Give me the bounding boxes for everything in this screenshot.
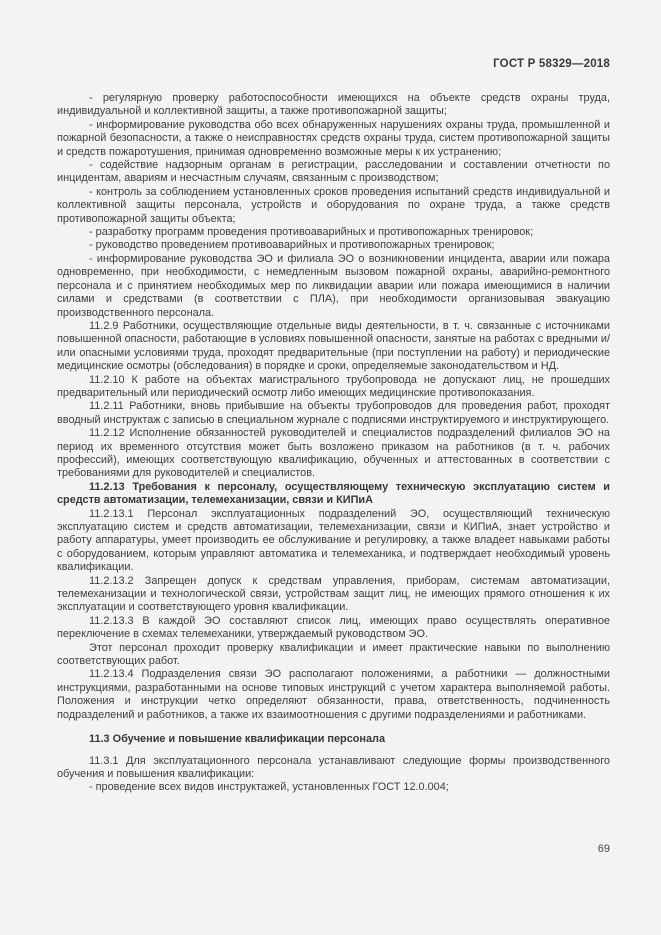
paragraph: 11.3.1 Для эксплуатационного персонала устанавливают следующие формы производственного обучения и повышения квалификации:	[57, 754, 610, 780]
paragraph: - проведение всех видов инструктажей, установленных ГОСТ 12.0.004;	[89, 781, 449, 794]
paragraph: 11.2.13.1 Персонал эксплуатационных подразделений ЭО, осуществляющий техническую эксплуатацию систем и средств автоматизации, телемеханизации, связи и КИПиА, знает устройство и работу аппаратуры, умеет производить ее обслуживание и регулировку, а также владеет навыками работы с оборудованием, которым управляют автоматика и телемеханика, и подтверждает необходимый уровень квалификации.	[57, 507, 610, 574]
paragraph: 11.2.12 Исполнение обязанностей руководителей и специалистов подразделений филиалов ЭО на период их временного отсутствия может быть возложено приказом на работников (в т. ч. рабочих профессий), имеющих соответствующую квалификацию, обученных и аттестованных в соответствии с требованиями для руководителей и специалистов.	[57, 427, 610, 480]
paragraph: 11.2.9 Работники, осуществляющие отдельные виды деятельности, в т. ч. связанные с источниками повышенной опасности, работающие в условиях повышенной опасности, занятые на работах с вредными и/или опасными условиями труда, проходят предварительные (при поступлении на работу) и периодические медицинские осмотры (обследования) в порядке и сроки, определяемые законодательством и НД.	[57, 319, 610, 373]
paragraph: - регулярную проверку работоспособности имеющихся на объекте средств охраны труда, индивидуальной и коллективной защиты, а также противопожарной защиты;	[57, 92, 610, 118]
page-number: 69	[597, 843, 610, 855]
paragraph: 11.2.11 Работники, вновь прибывшие на объекты трубопроводов для проведения работ, проходят вводный инструктаж с записью в специальном журнале с подписями инструктируемого и инструктирующего.	[57, 400, 610, 426]
paragraph: 11.2.13.3 В каждой ЭО составляют список лиц, имеющих право осуществлять оперативное переключение в схемах телемеханики, утверждаемый руководством ЭО.	[57, 614, 610, 641]
paragraph: 11.2.13.4 Подразделения связи ЭО располагают положениями, а работники — должностными инструкциями, разработанными на основе типовых инструкций с учетом характера выполняемой работы. Положения и инструкции четко определяют обязанности, права, ответственность, подчиненность подразделений и работников, а также их взаимоотношения с другими подразделениями и работниками.	[57, 668, 610, 721]
standard-number-header: ГОСТ Р 58329—2018	[493, 58, 610, 70]
paragraph: 11.2.10 К работе на объектах магистрального трубопровода не допускают лиц, не прошедших предварительный или периодический осмотр либо имеющих медицинские противопоказания.	[57, 373, 610, 399]
paragraph: - содействие надзорным органам в регистрации, расследовании и составлении отчетности по инцидентам, авариям и несчастным случаям, связанным с производством;	[57, 159, 610, 185]
paragraph: - информирование руководства обо всех обнаруженных нарушениях охраны труда, промышленной и пожарной безопасности, а также о неисправностях средств охраны труда, систем противопожарной защиты и средств пожаротушения, принимая одновременно возможные меры к их устранению;	[57, 118, 610, 158]
paragraph: - информирование руководства ЭО и филиала ЭО о возникновении инцидента, аварии или пожара одновременно, при необходимости, с немедленным вызовом пожарной охраны, аварийно-ремонтного персонала и с принятием необходимых мер по ликвидации аварии или пожара имеющимися в наличии силами и средствами (в соответствии с ПЛА), при необходимости организовывая эвакуацию производственного персонала.	[57, 252, 610, 319]
paragraph: 11.2.13.2 Запрещен допуск к средствам управления, приборам, системам автоматизации, телемеханизации и технологической связи, устройствам защит лиц, не имеющих прямого отношения к их эксплуатации и соответствующего уровня квалификации.	[57, 574, 610, 614]
clause-heading: 11.2.13 Требования к персоналу, осуществляющему техническую эксплуатацию систем и средств автоматизации, телемеханизации, связи и КИПиА	[57, 480, 610, 507]
paragraph: - разработку программ проведения противоаварийных и противопожарных тренировок;	[89, 226, 534, 239]
paragraph: - руководство проведением противоаварийных и противопожарных тренировок;	[89, 239, 495, 252]
paragraph: Этот персонал проходит проверку квалификации и имеет практические навыки по выполнению соответствующих работ.	[57, 641, 610, 668]
document-content	[57, 92, 610, 795]
paragraph: - контроль за соблюдением установленных сроков проведения испытаний средств индивидуальной и коллективной защиты персонала, устройств и оборудования по охране труда, а также средств противопожарной защиты объекта;	[57, 185, 610, 225]
section-heading: 11.3 Обучение и повышение квалификации персонала	[89, 733, 386, 746]
